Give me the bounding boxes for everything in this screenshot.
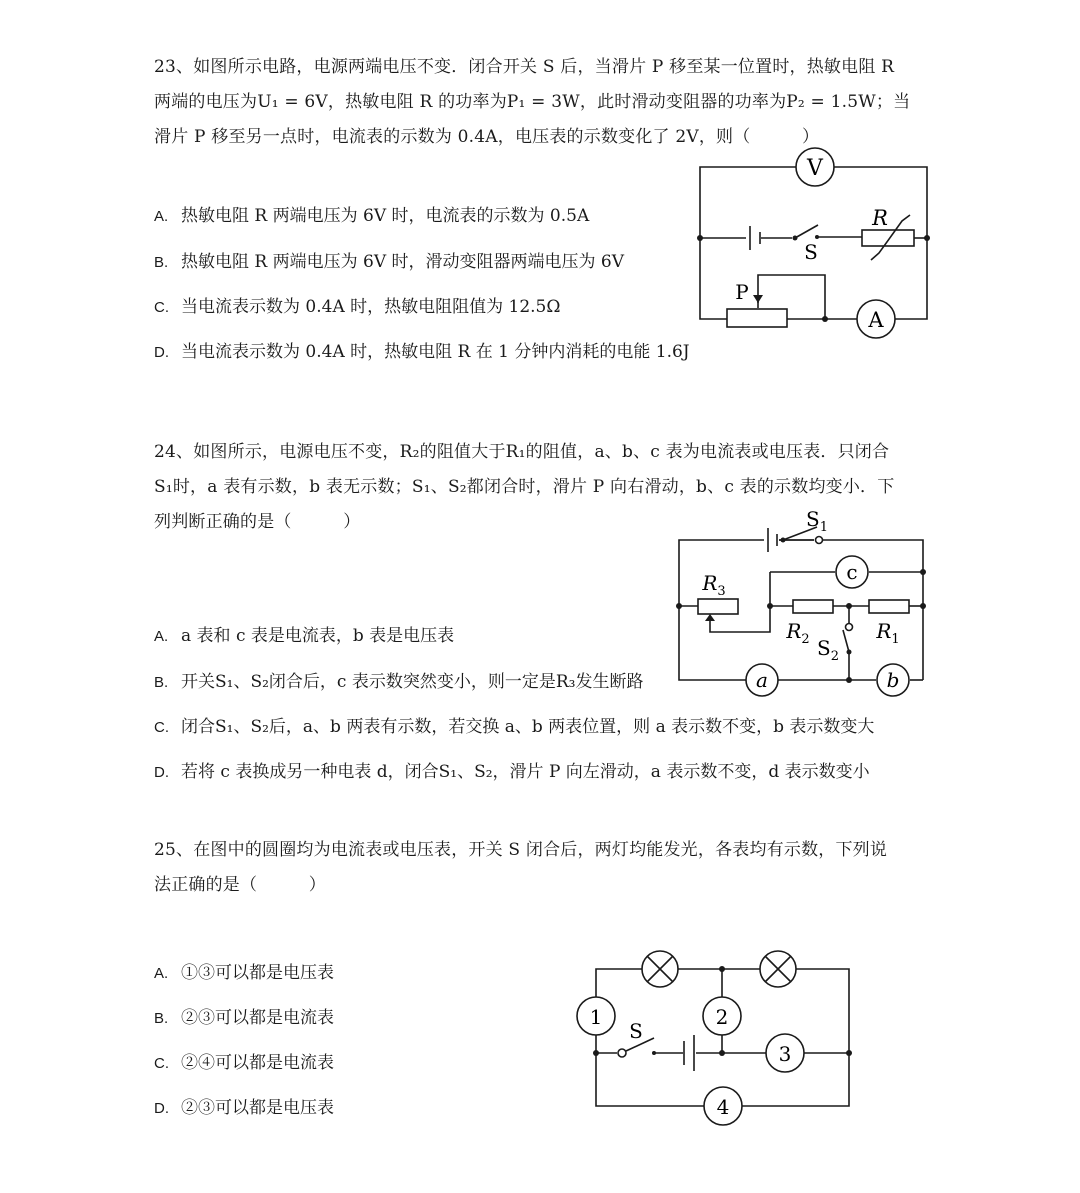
option-label: D. — [154, 764, 169, 781]
option-text: 闭合S₁、S₂后，a、b 两表有示数，若交换 a、b 两表位置，则 a 表示数不变，b 表示数变大 — [181, 717, 875, 737]
q23-stem-line2: 两端的电压为U₁ = 6V，热敏电阻 R 的功率为P₁ = 3W，此时滑动变阻器的功率为P₂ = 1.5W；当 — [154, 92, 911, 112]
q25-option-c[interactable] — [154, 1051, 334, 1076]
option-label: B. — [154, 1010, 169, 1027]
q24-switch-s1 — [779, 507, 828, 544]
svg-text:S2: $S_2$ — [817, 636, 839, 664]
svg-text:S1: $S_1$ — [806, 507, 828, 535]
q24-meter-a — [746, 664, 778, 696]
q25-circuit-diagram — [570, 945, 870, 1125]
q25-meter-2 — [703, 997, 741, 1035]
svg-text:b: b — [886, 668, 900, 692]
option-text: 热敏电阻 R 两端电压为 6V 时，电流表的示数为 0.5A — [181, 206, 590, 226]
svg-text:2: 2 — [715, 1005, 729, 1029]
svg-text:3: 3 — [778, 1042, 792, 1066]
option-text: 热敏电阻 R 两端电压为 6V 时，滑动变阻器两端电压为 6V — [181, 252, 625, 272]
q24-switch-s2 — [817, 624, 852, 665]
q24-resistor-r1 — [869, 600, 909, 647]
option-label: A. — [154, 965, 169, 982]
q23-battery — [750, 226, 760, 250]
svg-text:A: A — [868, 308, 884, 332]
q23-switch-s — [793, 225, 820, 264]
q25-lamp-left — [642, 951, 678, 987]
q24-meter-c — [836, 556, 868, 588]
option-label: A. — [154, 208, 169, 225]
q25-stem-line1: 25、在图中的圆圈均为电流表或电压表，开关 S 闭合后，两灯均能发光，各表均有示数，下列说 — [154, 840, 888, 860]
q23-option-c[interactable] — [154, 295, 560, 320]
q23-option-d[interactable] — [154, 340, 690, 365]
q24-option-b[interactable] — [154, 670, 643, 695]
svg-text:S: S — [629, 1019, 643, 1043]
svg-text:S: S — [804, 240, 818, 264]
option-label: C. — [154, 719, 169, 736]
svg-text:a: a — [756, 668, 768, 692]
q25-lamp-right — [760, 951, 796, 987]
option-label: B. — [154, 254, 169, 271]
q23-rheostat — [727, 280, 787, 327]
svg-text:V: V — [807, 156, 823, 181]
option-label: D. — [154, 1100, 169, 1117]
svg-text:P: P — [735, 280, 749, 304]
svg-text:R1: $R_1$ — [876, 619, 900, 647]
q25-option-b[interactable] — [154, 1006, 334, 1031]
q25-battery — [684, 1035, 694, 1071]
q24-option-a[interactable] — [154, 624, 454, 649]
svg-text:4: 4 — [716, 1095, 730, 1119]
option-label: B. — [154, 674, 169, 691]
q25-meter-1 — [577, 997, 615, 1035]
q24-stem-line1: 24、如图所示，电源电压不变，R₂的阻值大于R₁的阻值，a、b、c 表为电流表或电压表．只闭合 — [154, 442, 890, 462]
q24-option-c[interactable] — [154, 715, 874, 740]
option-label: C. — [154, 299, 169, 316]
q23-circuit-diagram — [690, 145, 940, 345]
q25-option-d[interactable] — [154, 1096, 334, 1121]
q25-stem — [154, 833, 924, 903]
option-text: ②③可以都是电压表 — [181, 1098, 334, 1118]
q24-stem-line2: S₁时，a 表有示数，b 表无示数；S₁、S₂都闭合时，滑片 P 向右滑动，b、c 表的示数均变小．下 — [154, 477, 895, 497]
option-text: ②④可以都是电流表 — [181, 1053, 334, 1073]
q23-option-b[interactable] — [154, 250, 624, 275]
option-text: ①③可以都是电压表 — [181, 963, 334, 983]
q24-rheostat-r3 — [698, 571, 738, 621]
q25-stem-line2: 法正确的是（ ） — [154, 875, 326, 895]
option-text: a 表和 c 表是电流表，b 表是电压表 — [181, 626, 455, 646]
q23-stem-line1: 23、如图所示电路，电源两端电压不变．闭合开关 S 后，当滑片 P 移至某一位置时，热敏电阻 R — [154, 57, 895, 77]
q24-option-d[interactable] — [154, 760, 870, 785]
option-text: ②③可以都是电流表 — [181, 1008, 334, 1028]
option-text: 当电流表示数为 0.4A 时，热敏电阻阻值为 12.5Ω — [181, 297, 561, 317]
q24-stem-line3: 列判断正确的是（ ） — [154, 512, 361, 532]
option-label: C. — [154, 1055, 169, 1072]
q25-option-a[interactable] — [154, 961, 334, 986]
q23-voltmeter — [796, 148, 834, 186]
svg-text:R: R — [872, 206, 888, 230]
q25-meter-3 — [766, 1034, 804, 1072]
q23-ammeter — [857, 300, 895, 338]
q25-switch-s — [618, 1019, 656, 1057]
option-text: 开关S₁、S₂闭合后，c 表示数突然变小，则一定是R₃发生断路 — [181, 672, 644, 692]
svg-text:R2: $R_2$ — [786, 619, 810, 647]
svg-text:c: c — [846, 560, 858, 584]
q23-option-a[interactable] — [154, 204, 589, 229]
q23-thermistor-r — [862, 206, 914, 260]
q24-battery — [768, 528, 777, 552]
svg-text:1: 1 — [589, 1005, 603, 1029]
option-label: D. — [154, 344, 169, 361]
option-text: 若将 c 表换成另一种电表 d，闭合S₁、S₂，滑片 P 向左滑动，a 表示数不变，d 表示数变小 — [181, 762, 870, 782]
q24-meter-b — [877, 664, 909, 696]
q25-meter-4 — [704, 1087, 742, 1125]
option-label: A. — [154, 628, 169, 645]
option-text: 当电流表示数为 0.4A 时，热敏电阻 R 在 1 分钟内消耗的电能 1.6J — [181, 342, 690, 362]
q24-circuit-diagram — [670, 500, 940, 705]
svg-text:R3: $R_3$ — [702, 571, 726, 599]
q23-stem-line3: 滑片 P 移至另一点时，电流表的示数为 0.4A，电压表的示数变化了 2V，则（ ） — [154, 127, 820, 147]
q23-stem — [154, 50, 924, 155]
